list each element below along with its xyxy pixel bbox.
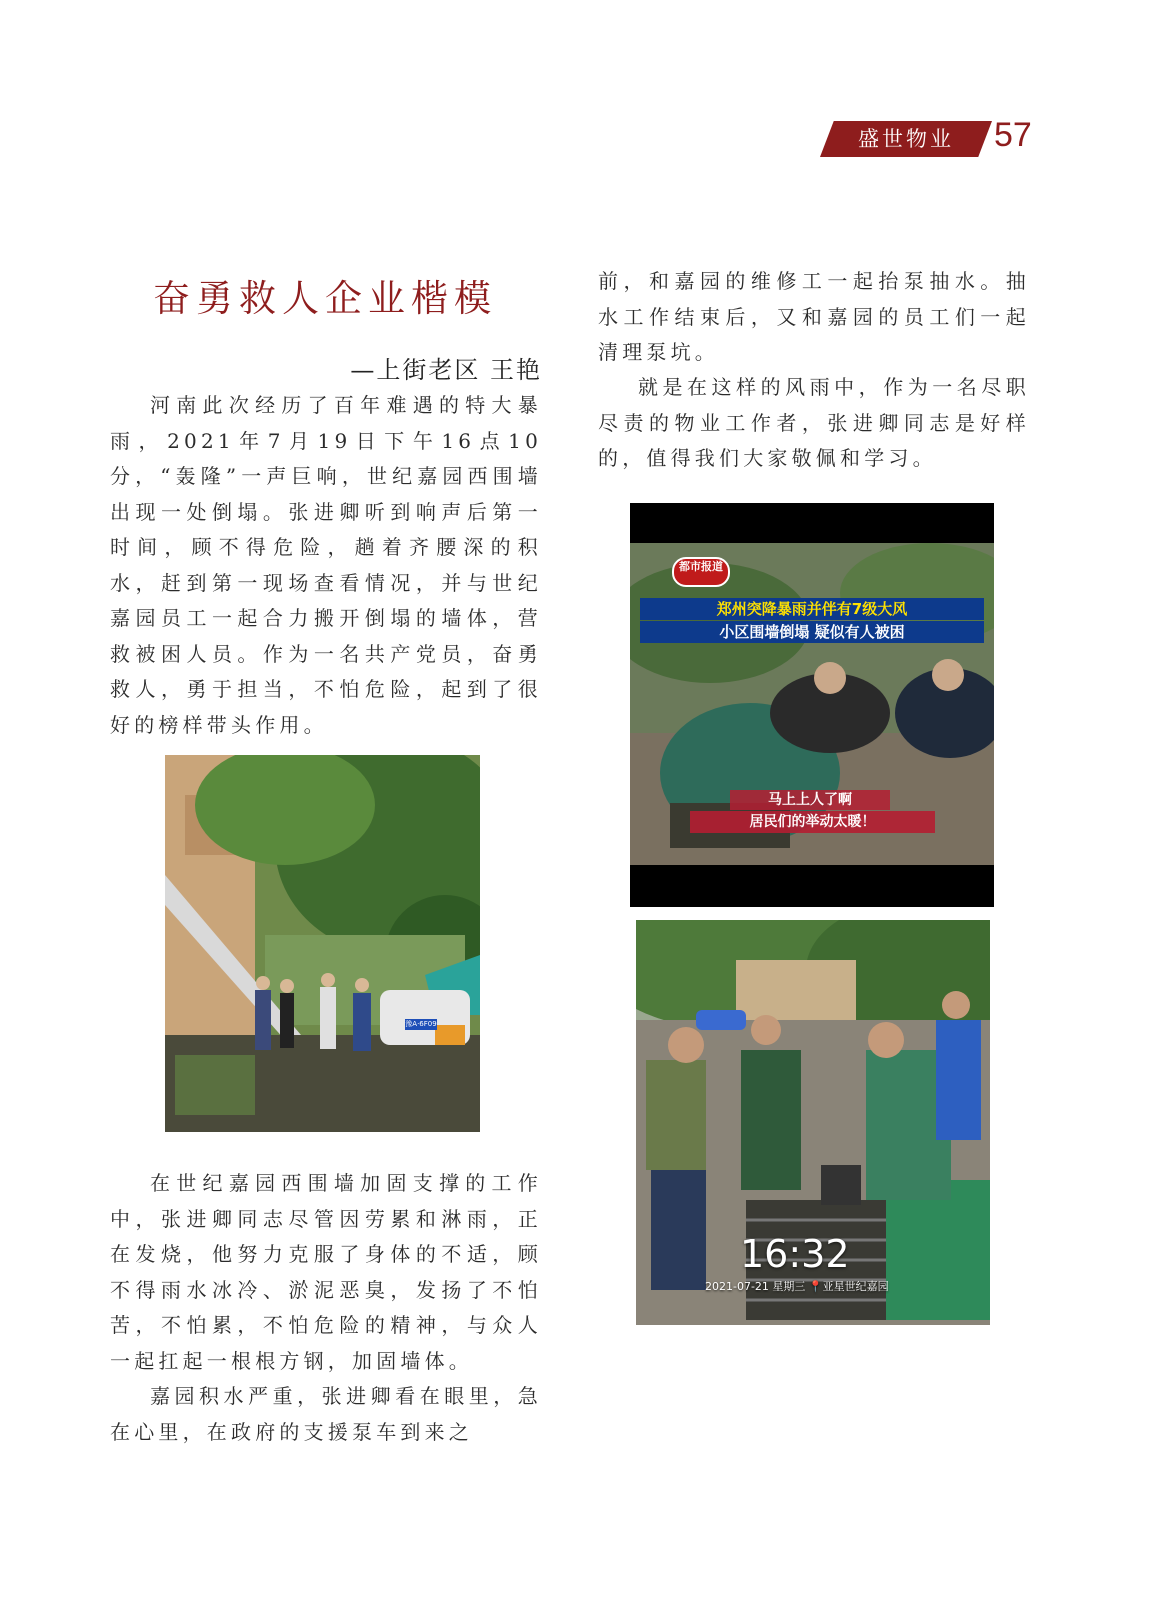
photo-clock: 16:32 — [740, 1232, 850, 1276]
paragraph-2: 在世纪嘉园西围墙加固支撑的工作中，张进卿同志尽管因劳累和淋雨，正在发烧，他努力克服了身体的不适，顾不得雨水冰冷、淤泥恶臭，发扬了不怕苦，不怕累，不怕危险的精神，与众人一起扛起一根根方钢，加固墙体。 — [110, 1171, 542, 1373]
news-caption-2: 小区围墙倒塌 疑似有人被困 — [640, 621, 984, 643]
section-name: 盛世物业 — [858, 127, 954, 151]
photo-date-location: 2021-07-21 星期三 📍亚星世纪嘉园 — [705, 1280, 889, 1293]
news-badge: 都市报道 — [672, 557, 730, 587]
paragraph-4: 前，和嘉园的维修工一起抬泵抽水。抽水工作结束后，又和嘉园的员工们一起清理泵坑。 — [598, 269, 1030, 364]
paragraph-1: 河南此次经历了百年难遇的特大暴雨，2021年7月19日下午16点10分，“轰隆”一声巨响，世纪嘉园西围墙出现一处倒塌。张进卿听到响声后第一时间，顾不得危险，趟着齐腰深的积水，赶到第一现场查看情况，并与世纪嘉园员工一起合力搬开倒塌的墙体，营救被困人员。作为一名共产党员，奋勇救人，勇于担当，不怕危险，起到了很好的榜样带头作用。 — [110, 393, 542, 737]
news-caption-1: 郑州突降暴雨并伴有7级大风 — [640, 598, 984, 620]
paragraph-5: 就是在这样的风雨中，作为一名尽职尽责的物业工作者，张进卿同志是好样的，值得我们大家敬佩和学习。 — [598, 375, 1030, 470]
news-caption-4: 居民们的举动太暖！ — [690, 811, 935, 833]
paragraph-3: 嘉园积水严重，张进卿看在眼里，急在心里，在政府的支援泵车到来之 — [110, 1384, 542, 1444]
news-caption-3: 马上上人了啊 — [730, 790, 890, 810]
article-byline: —上街老区 王艳 — [350, 356, 542, 384]
article-title: 奋勇救人企业楷模 — [153, 277, 497, 320]
photo-wall-collapse — [165, 755, 480, 1132]
license-plate: 豫A·6F09 — [405, 1020, 437, 1028]
page-number: 57 — [994, 116, 1032, 154]
